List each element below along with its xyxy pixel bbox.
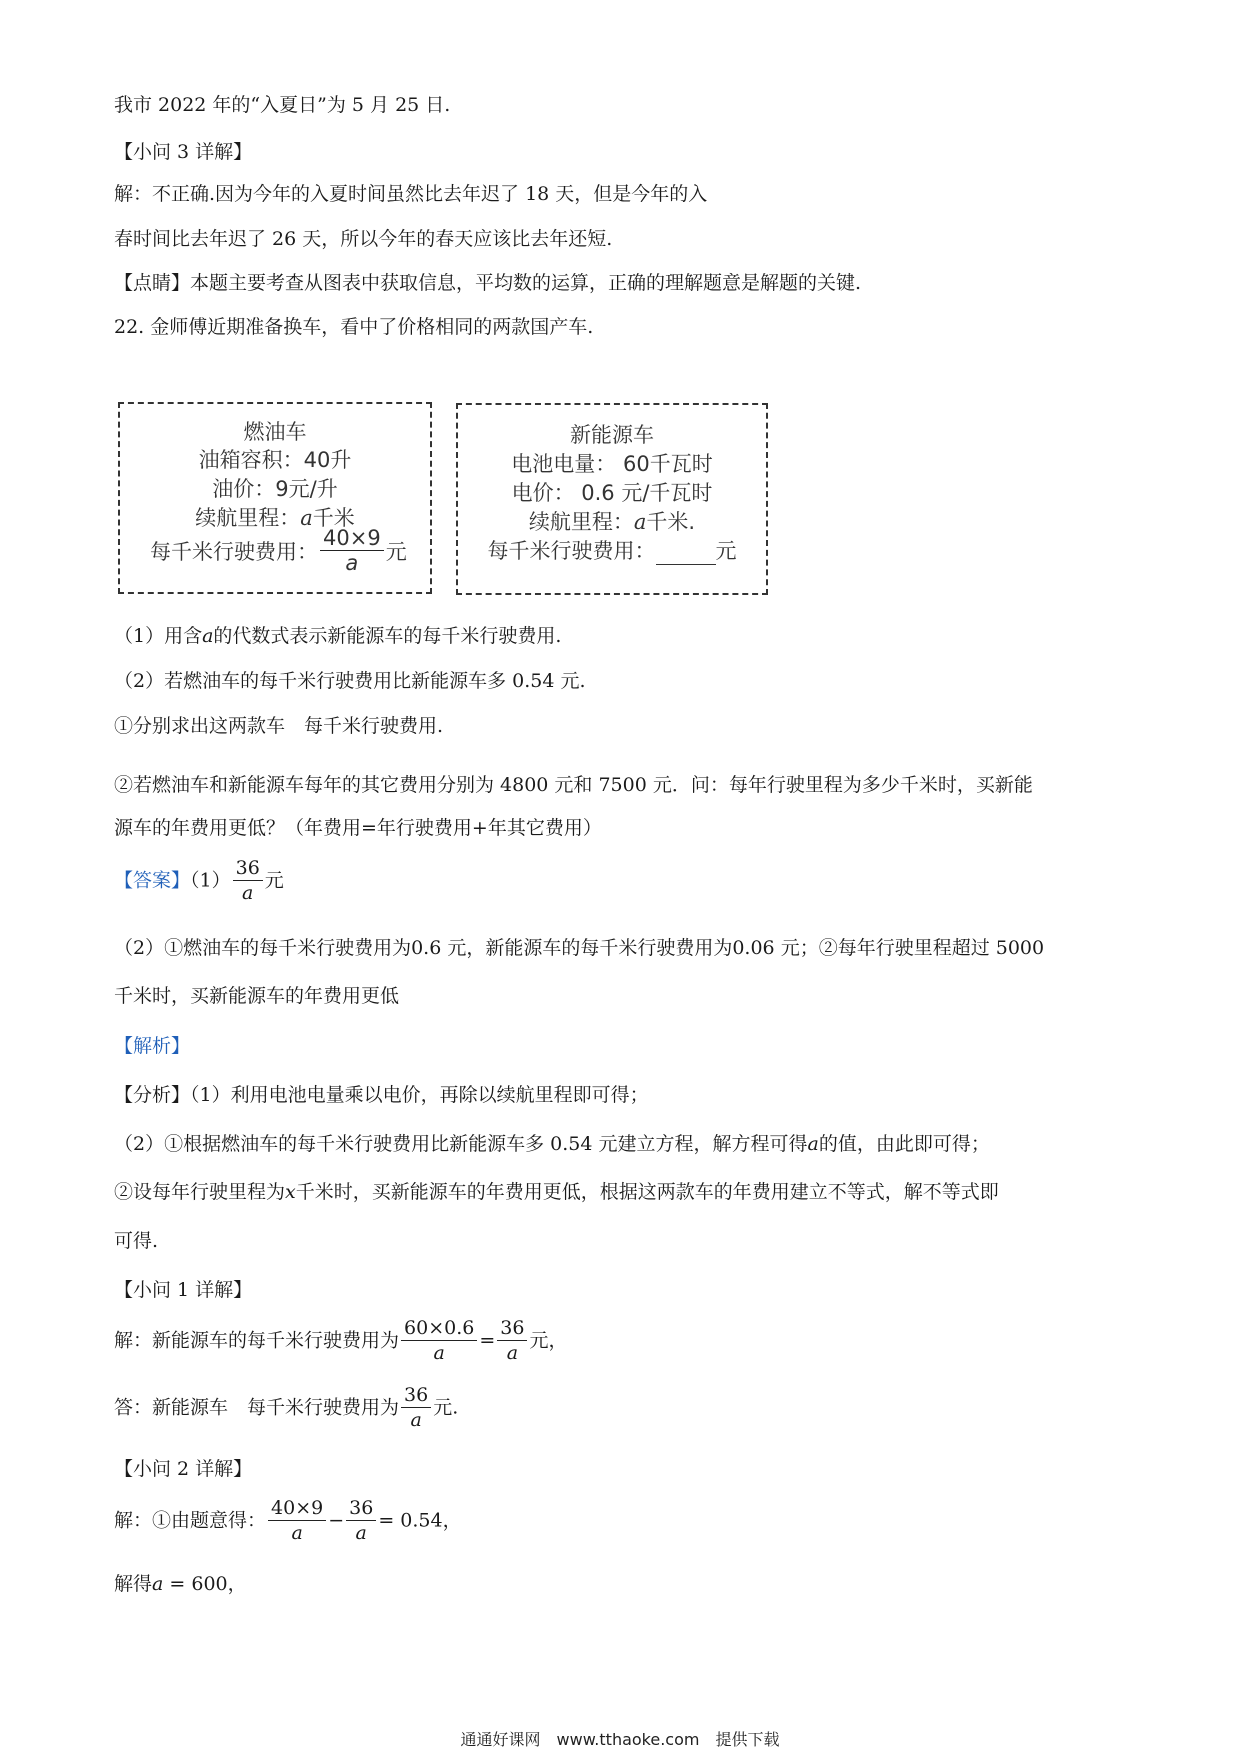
box-line: 续航里程：a千米 [195,506,355,530]
analysis-line: 可得. [114,1230,159,1252]
box-title: 新能源车 [570,423,654,447]
answer-line: （2）①燃油车的每千米行驶费用为0.6 元，新能源车的每千米行驶费用为0.06 元；②每年行驶里程超过 5000 [114,937,1045,959]
section-heading: 【小问 2 详解】 [114,1458,253,1480]
box-line: 油价：9元/升 [212,477,338,501]
answer-line: 千米时，买新能源车的年费用更低 [114,985,400,1007]
box-line: 续航里程：a千米. [528,510,696,534]
text-line: 解：不正确.因为今年的入夏时间虽然比去年迟了 18 天，但是今年的入 [114,183,708,205]
ev-car-box [456,403,768,595]
question-title: 22. 金师傅近期准备换车，看中了价格相同的两款国产车. [114,316,594,338]
answer-blank [656,544,716,565]
solution-line: 解：新能源车的每千米行驶费用为 $\frac{60\times 0.6}{a}$ = $\frac{36}{a}$ 元， [114,1317,568,1364]
box-cost-line: 每千米行驶费用： $\frac{40\times 9}{a}$ 元 [150,526,407,575]
solution-line: 解得a = 600， [114,1573,247,1595]
text-line: 我市 2022 年的“入夏日”为 5 月 25 日. [114,94,451,116]
box-title: 燃油车 [243,420,307,444]
answer-tag: 【答案】 [114,869,191,892]
sub-question: （2）若燃油车的每千米行驶费用比新能源车多 0.54 元. [114,670,586,692]
page-footer: 通通好课网 www.tthaoke.com 提供下载 [460,1730,780,1749]
analysis-tag: 【解析】 [114,1035,191,1057]
sub-question: （1）用含a的代数式表示新能源车的每千米行驶费用. [114,625,562,647]
box-line: 油箱容积：40升 [198,448,352,472]
sub-question: 源车的年费用更低？（年费用=年行驶费用+年其它费用） [114,817,602,839]
fraction-denominator: a [345,551,359,575]
analysis-line: （2）①根据燃油车的每千米行驶费用比新能源车多 0.54 元建立方程，解方程可得a的值，由此即可得； [114,1133,990,1155]
fraction-numerator: 40×9 [320,526,384,551]
box-cost-line: 每千米行驶费用： 元 [487,539,737,563]
text-line: 【点睛】本题主要考查从图表中获取信息，平均数的运算，正确的理解题意是解题的关键. [114,272,862,294]
analysis-line: 【分析】（1）利用电池电量乘以电价，再除以续航里程即可得； [114,1084,649,1106]
answer-line: 【答案】（1） $\frac{36}{a}$ 元 [114,857,284,904]
solution-line: 答：新能源车 每千米行驶费用为 $\frac{36}{a}$ 元. [114,1384,459,1431]
section-heading: 【小问 1 详解】 [114,1279,253,1301]
section-heading: 【小问 3 详解】 [114,141,253,163]
box-line: 电价： 0.6 元/千瓦时 [511,481,713,505]
analysis-line: ②设每年行驶里程为x千米时，买新能源车的年费用更低，根据这两款车的年费用建立不等式，解不等式即 [114,1181,999,1203]
solution-line: 解：①由题意得： $\frac{40\times 9}{a}$ − $\frac{36}{a}$ = 0.54， [114,1497,462,1544]
fuel-car-box [118,402,432,594]
text-line: 春时间比去年迟了 26 天，所以今年的春天应该比去年还短. [114,228,613,250]
box-line: 电池电量： 60千瓦时 [511,452,713,476]
sub-question: ②若燃油车和新能源车每年的其它费用分别为 4800 元和 7500 元．问：每年行驶里程为多少千米时，买新能 [114,774,1033,796]
sub-question: ①分别求出这两款车 每千米行驶费用. [114,715,444,737]
